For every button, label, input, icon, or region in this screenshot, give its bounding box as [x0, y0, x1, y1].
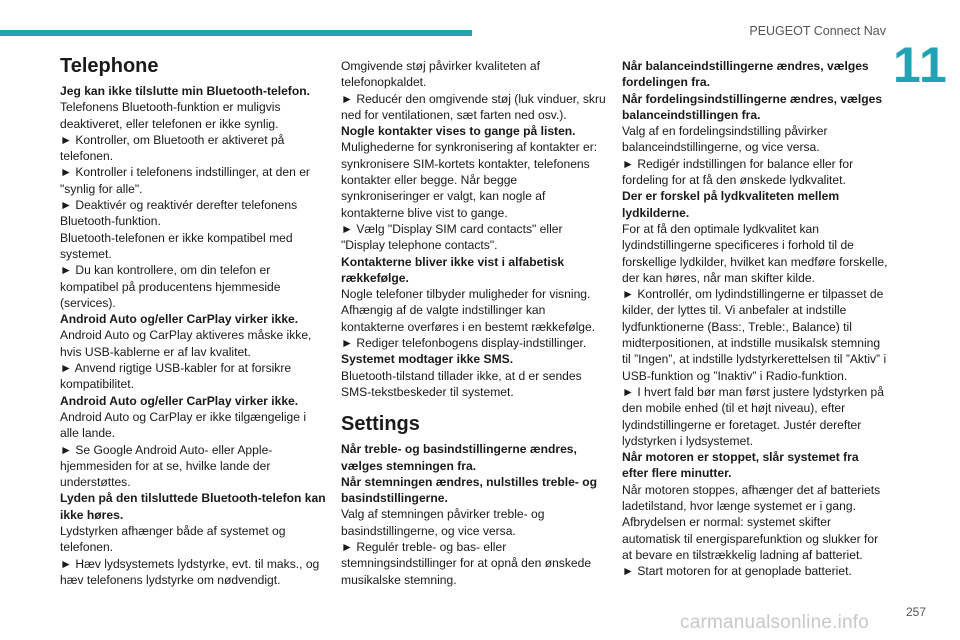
column-1-body — [60, 83, 328, 588]
instruction-line: ► Anvend rigtige USB-kabler for at forsikre kompatibilitet. — [60, 361, 292, 392]
section-heading-telephone: Telephone — [60, 55, 159, 77]
text-line: Valg af stemningen påvirker treble- og basindstillingerne, og vice versa. — [341, 507, 545, 538]
question-line: Jeg kan ikke tilslutte min Bluetooth-telefon. — [60, 84, 310, 98]
question-line: Når fordelingsindstillingerne ændres, vælges balanceindstillingen fra. — [622, 91, 883, 122]
instruction-line: ► I hvert fald bør man først justere lydstyrken på den mobile enhed (til et højt niveau), efter lydindstillingerne er foretaget. Justér derefter lydstyrken i lydsystemet. — [622, 384, 884, 448]
page-number: 257 — [905, 605, 926, 619]
column-3-body — [622, 58, 888, 580]
watermark: carmanualsonline.info — [680, 612, 870, 633]
instruction-line: ► Hæv lydsystemets lydstyrke, evt. til maks., og hæv telefonens lydstyrke om nødvendigt. — [60, 556, 320, 587]
instruction-line: ► Reducér den omgivende støj (luk vinduer, skru ned for ventilationen, sæt farten ned osv.). — [341, 91, 606, 122]
header-accent-bar — [0, 30, 472, 36]
column-1 — [60, 54, 328, 588]
column-2-body-top — [341, 58, 607, 400]
header-title: PEUGEOT Connect Nav — [749, 24, 886, 38]
instruction-line: ► Start motoren for at genoplade batteriet. — [622, 564, 852, 579]
text-line: Telefonens Bluetooth-funktion er muligvis deaktiveret, eller telefonen er ikke synlig. — [60, 100, 281, 131]
instruction-line: ► Se Google Android Auto- eller Apple-hjemmesiden for at se, hvilke lande der understøttes. — [60, 442, 273, 490]
question-line: Android Auto og/eller CarPlay virker ikke. — [60, 393, 299, 408]
question-line: Android Auto og/eller CarPlay virker ikke. — [60, 312, 299, 327]
instruction-line: ► Kontroller i telefonens indstillinger, at den er "synlig for alle". — [60, 165, 310, 196]
instruction-line: ► Regulér treble- og bas- eller stemningsindstillinger for at opnå den ønskede musikalske stemning. — [341, 540, 592, 587]
question-line: Lyden på den tilsluttede Bluetooth-telefon kan ikke høres. — [60, 491, 326, 522]
text-line: Valg af en fordelingsindstilling påvirker balanceindstillingerne, og vice versa. — [622, 124, 828, 155]
text-line: Mulighederne for synkronisering af kontakter er: synkronisere SIM-kortets kontakter, telefonens kontakter eller begge. Når begge synkroniseringer er valgt, kan nogle af kontakterne blive vist to gange. — [341, 140, 598, 220]
text-line: Bluetooth-telefonen er ikke kompatibel med systemet. — [60, 230, 293, 261]
column-2-body-bottom — [341, 441, 607, 588]
section-heading-settings: Settings — [341, 413, 420, 436]
question-line: Når treble- og basindstillingerne ændres, vælges stemningen fra. — [341, 442, 577, 473]
text-line: Bluetooth-tilstand tillader ikke, at d er sendes SMS-tekstbeskeder til systemet. — [341, 368, 582, 399]
text-line: Omgivende støj påvirker kvaliteten af telefonopkaldet. — [341, 59, 540, 90]
question-line: Systemet modtager ikke SMS. — [341, 352, 514, 367]
question-line: Nogle kontakter vises to gange på listen. — [341, 124, 576, 139]
text-line: Afbrydelsen er normal: systemet skifter automatisk til energisparefunktion og slukker for at bevare en tilstrækkelig ladning af batteriet. — [622, 515, 879, 562]
column-2 — [341, 58, 607, 588]
question-line: Der er forskel på lydkvaliteten mellem lydkilderne. — [622, 189, 840, 220]
column-3 — [622, 58, 888, 580]
instruction-line: ► Redigér indstillingen for balance eller for fordeling for at få den ønskede lydkvalitet. — [622, 156, 854, 188]
text-line: Lydstyrken afhænger både af systemet og telefonen. — [60, 524, 286, 555]
instruction-line: ► Kontrollér, om lydindstillingerne er tilpasset de kilder, der lyttes til. Vi anbefaler at indstille lydfunktionerne (Bass:, Treble:, Balance) til midterpositionen, at indstille musikalsk stemning til ”Ingen”, at indstille lydstyrkerettelsen til ”Aktiv” i USB-funktion og ”Inaktiv” i Radio-funktion. — [622, 287, 887, 383]
instruction-line: ► Du kan kontrollere, om din telefon er kompatibel på producentens hjemmeside (services). — [60, 263, 281, 310]
question-line: Når stemningen ændres, nulstilles treble- og basindstillingerne. — [341, 474, 598, 506]
text-line: Når motoren stoppes, afhænger det af batteriets ladetilstand, hvor længe systemet er i gang. — [622, 482, 881, 514]
question-line: Når balanceindstillingerne ændres, vælges fordelingen fra. — [622, 59, 869, 90]
instruction-line: ► Rediger telefonbogens display-indstillinger. — [341, 336, 587, 351]
text-line: For at få den optimale lydkvalitet kan lydindstillingerne specificeres i forhold til de forskellige lydkilder, hvilket kan medføre forskelle, der kan høres, når man skifter kilde. — [622, 221, 888, 285]
text-line: Android Auto og CarPlay aktiveres måske ikke, hvis USB-kablerne er af lav kvalitet. — [60, 328, 312, 359]
chapter-number: 11 — [893, 37, 948, 93]
text-line: Nogle telefoner tilbyder muligheder for visning. Afhængig af de valgte indstillinger kan kontakterne overføres i en bestemt rækkefølge. — [341, 287, 596, 334]
instruction-line: ► Kontroller, om Bluetooth er aktiveret på telefonen. — [60, 132, 285, 164]
question-line: Når motoren er stoppet, slår systemet fra efter flere minutter. — [622, 450, 859, 481]
instruction-line: ► Deaktivér og reaktivér derefter telefonens Bluetooth-funktion. — [60, 198, 298, 229]
instruction-line: ► Vælg "Display SIM card contacts" eller "Display telephone contacts". — [341, 221, 563, 253]
text-line: Android Auto og CarPlay er ikke tilgængelige i alle lande. — [60, 409, 307, 441]
question-line: Kontakterne bliver ikke vist i alfabetisk rækkefølge. — [341, 254, 565, 285]
